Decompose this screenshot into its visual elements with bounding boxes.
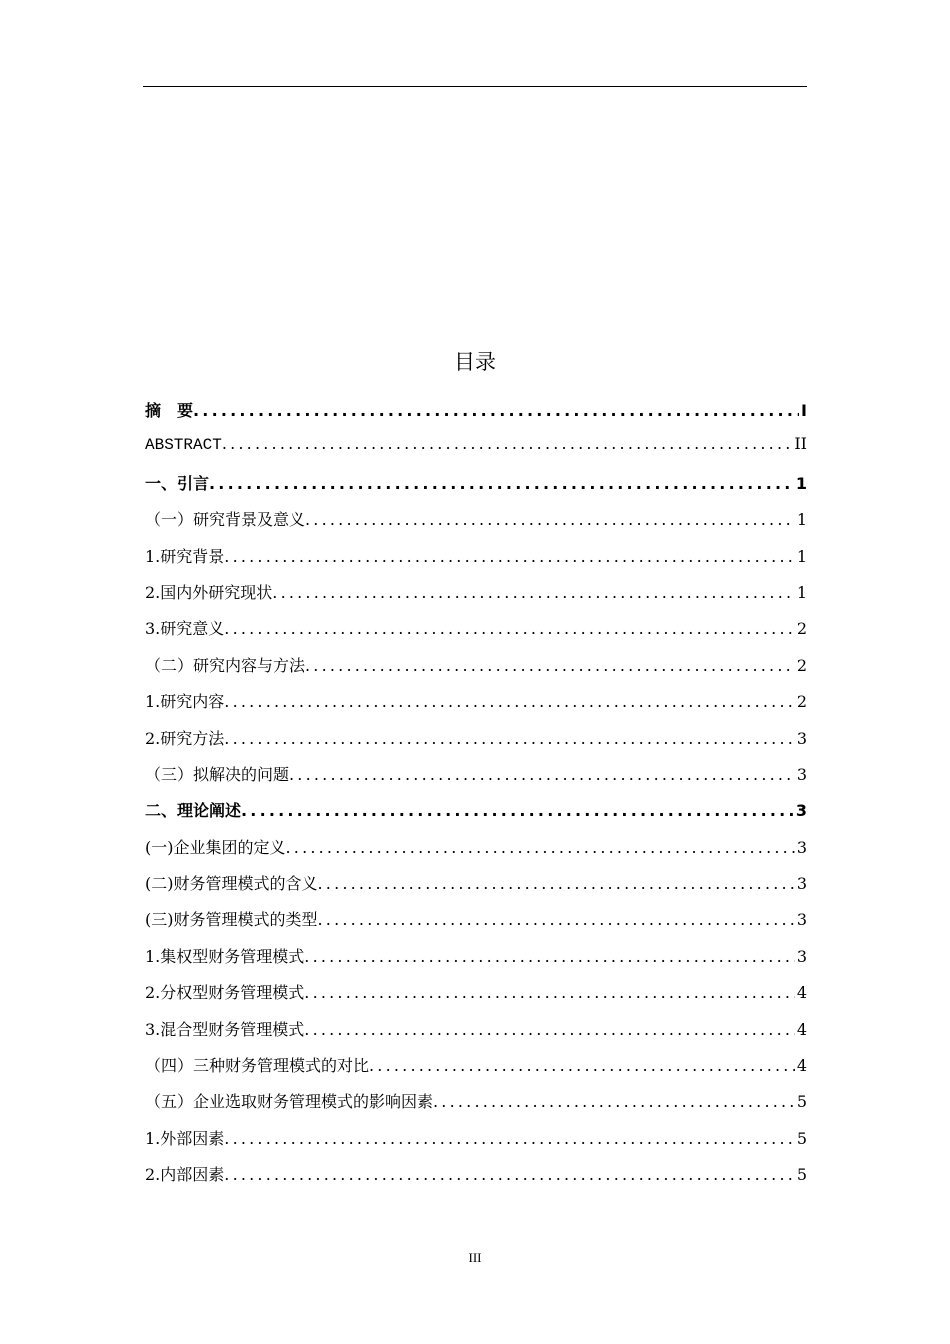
toc-leader-dots bbox=[224, 619, 795, 638]
toc-entry-label: （三）拟解决的问题 bbox=[145, 764, 290, 784]
toc-entry-label: (三)财务管理模式的类型 bbox=[145, 910, 318, 930]
toc-entry[interactable] bbox=[145, 944, 807, 980]
toc-entry[interactable] bbox=[145, 835, 807, 871]
toc-leader-dots bbox=[318, 874, 795, 893]
toc-entry-page: 4 bbox=[796, 1019, 807, 1039]
toc-entry[interactable] bbox=[145, 507, 807, 543]
toc-entry[interactable] bbox=[145, 726, 807, 762]
toc-leader-dots bbox=[224, 1165, 795, 1184]
toc-leader-dots bbox=[241, 801, 794, 820]
toc-entry[interactable] bbox=[145, 580, 807, 616]
toc-leader-dots bbox=[224, 1129, 795, 1148]
toc-entry-label: 2.研究方法 bbox=[145, 728, 225, 748]
toc-entry-label: 2.内部因素 bbox=[145, 1165, 225, 1185]
toc-leader-dots bbox=[224, 729, 795, 748]
toc-leader-dots bbox=[304, 947, 795, 966]
toc-entry-page: 5 bbox=[796, 1128, 807, 1148]
toc-entry-page: 5 bbox=[796, 1165, 807, 1185]
toc-leader-dots bbox=[209, 474, 794, 493]
toc-entry[interactable] bbox=[145, 653, 807, 689]
toc-entry-page: 3 bbox=[796, 837, 807, 857]
toc-leader-dots bbox=[193, 401, 799, 420]
toc-entry-page: 3 bbox=[796, 946, 807, 966]
toc-entry-label: 3.研究意义 bbox=[145, 619, 225, 639]
toc-leader-dots bbox=[286, 838, 795, 857]
toc-entry-page: 3 bbox=[796, 874, 807, 894]
toc-entry-label: （二）研究内容与方法 bbox=[145, 655, 306, 675]
page-number: III bbox=[468, 1250, 482, 1265]
toc-entry-page: 4 bbox=[796, 1056, 807, 1076]
toc-entry[interactable] bbox=[145, 398, 807, 434]
toc-entry-page: 3 bbox=[796, 728, 807, 748]
toc-leader-dots bbox=[289, 765, 795, 784]
toc-leader-dots bbox=[304, 983, 795, 1002]
toc-entry-label: 一、引言 bbox=[145, 473, 210, 493]
toc-leader-dots bbox=[224, 547, 795, 566]
toc-entry-page: 1 bbox=[796, 510, 807, 530]
toc-entry-label: (一)企业集团的定义 bbox=[145, 837, 286, 857]
toc-leader-dots bbox=[222, 434, 793, 453]
toc-entry[interactable] bbox=[145, 471, 807, 507]
toc-entry-label: 1.集权型财务管理模式 bbox=[145, 946, 305, 966]
header-rule bbox=[143, 86, 807, 87]
toc-leader-dots bbox=[318, 910, 795, 929]
toc-entry-page: 1 bbox=[796, 546, 807, 566]
toc-entry-label: 1.研究内容 bbox=[145, 692, 225, 712]
toc-entry-page: 1 bbox=[796, 582, 807, 602]
toc-entry[interactable] bbox=[145, 1017, 807, 1053]
toc-entry-label: (二)财务管理模式的含义 bbox=[145, 874, 318, 894]
toc-entry-label: 二、理论阐述 bbox=[145, 801, 242, 821]
toc-entry-page: 3 bbox=[795, 801, 807, 821]
toc-entry-page: 5 bbox=[796, 1092, 807, 1112]
toc-entry[interactable] bbox=[145, 544, 807, 580]
toc-entry-label: 2.分权型财务管理模式 bbox=[145, 983, 305, 1003]
toc-title: 目录 bbox=[454, 350, 496, 374]
toc-entry-label: 摘 要 bbox=[145, 401, 194, 420]
toc-leader-dots bbox=[224, 692, 795, 711]
toc-entry-page: 1 bbox=[795, 473, 807, 493]
toc-entry[interactable] bbox=[145, 907, 807, 943]
toc-entry[interactable] bbox=[145, 762, 807, 798]
toc-entry-page: I bbox=[801, 401, 807, 420]
toc-list bbox=[145, 398, 807, 1199]
toc-entry[interactable] bbox=[145, 616, 807, 652]
toc-entry-label: 1.外部因素 bbox=[145, 1128, 225, 1148]
toc-leader-dots bbox=[304, 1020, 795, 1039]
toc-entry-page: 2 bbox=[796, 692, 807, 712]
toc-entry-page: 4 bbox=[796, 983, 807, 1003]
toc-entry-label: ABSTRACT bbox=[145, 436, 222, 455]
toc-entry-label: （四）三种财务管理模式的对比 bbox=[145, 1056, 370, 1076]
toc-entry-label: （五）企业选取财务管理模式的影响因素 bbox=[145, 1092, 434, 1112]
toc-entry[interactable] bbox=[145, 798, 807, 834]
toc-entry[interactable] bbox=[145, 1162, 807, 1198]
toc-leader-dots bbox=[272, 583, 795, 602]
toc-entry[interactable] bbox=[145, 434, 807, 470]
toc-entry-page: 2 bbox=[796, 619, 807, 639]
toc-entry-page: 3 bbox=[796, 764, 807, 784]
toc-entry[interactable] bbox=[145, 689, 807, 725]
toc-entry-label: 3.混合型财务管理模式 bbox=[145, 1019, 305, 1039]
toc-entry-page: II bbox=[794, 434, 807, 454]
toc-leader-dots bbox=[305, 510, 795, 529]
toc-entry[interactable] bbox=[145, 980, 807, 1016]
toc-entry-page: 3 bbox=[796, 910, 807, 930]
toc-leader-dots bbox=[433, 1092, 795, 1111]
toc-leader-dots bbox=[369, 1056, 795, 1075]
toc-entry[interactable] bbox=[145, 1053, 807, 1089]
toc-entry-page: 2 bbox=[796, 655, 807, 675]
toc-entry[interactable] bbox=[145, 1089, 807, 1125]
toc-entry-label: （一）研究背景及意义 bbox=[145, 510, 306, 530]
toc-entry-label: 2.国内外研究现状 bbox=[145, 582, 273, 602]
toc-entry[interactable] bbox=[145, 1126, 807, 1162]
toc-entry[interactable] bbox=[145, 871, 807, 907]
toc-entry-label: 1.研究背景 bbox=[145, 546, 225, 566]
toc-leader-dots bbox=[305, 656, 795, 675]
